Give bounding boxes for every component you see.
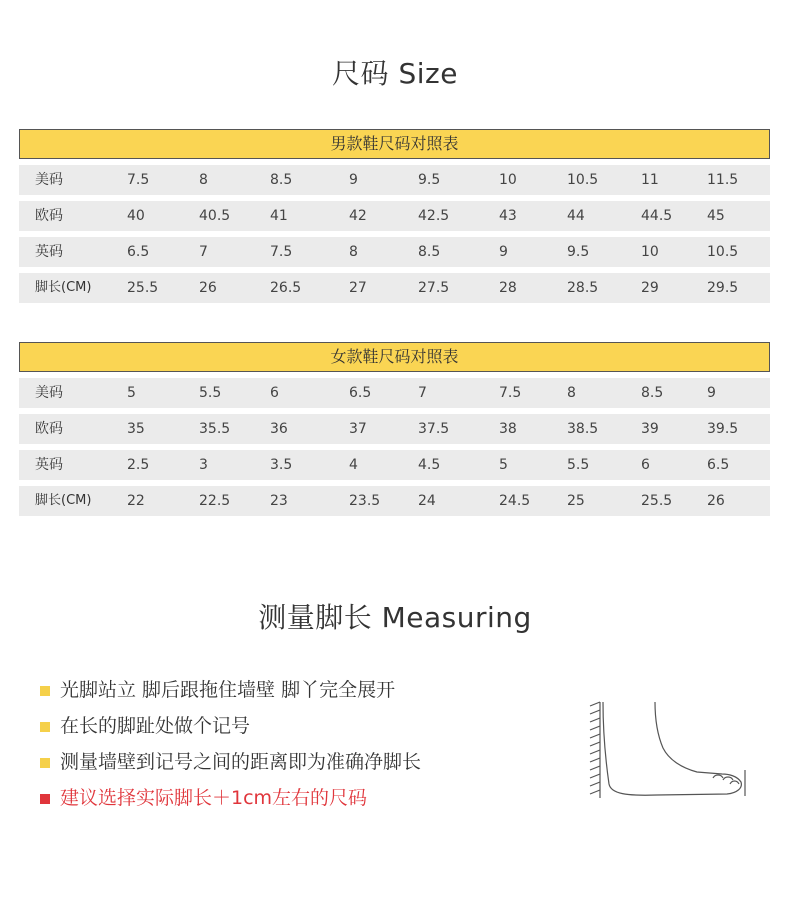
size-cell: 9: [349, 172, 358, 188]
size-cell: 26: [707, 493, 725, 509]
size-cell: 42.5: [418, 208, 450, 224]
women-size-table: [19, 342, 770, 516]
size-cell: 40.5: [199, 208, 231, 224]
size-cell: 5.5: [567, 457, 590, 473]
size-cell: 23.5: [349, 493, 381, 509]
size-cell: 36: [270, 421, 288, 437]
size-cell: 45: [707, 208, 725, 224]
size-cell: 3.5: [270, 457, 293, 473]
row-label: 美码: [35, 172, 63, 188]
size-cell: 7: [418, 385, 427, 401]
measuring-section-title: 测量脚长 Measuring: [258, 601, 532, 634]
size-cell: 6.5: [127, 244, 150, 260]
size-cell: 25.5: [641, 493, 673, 509]
row-label: 英码: [35, 244, 63, 260]
size-cell: 9.5: [418, 172, 441, 188]
size-cell: 10: [641, 244, 659, 260]
size-cell: 27: [349, 280, 367, 296]
size-cell: 29.5: [707, 280, 739, 296]
size-cell: 3: [199, 457, 208, 473]
size-cell: 37: [349, 421, 367, 437]
square-bullet-icon: [40, 794, 50, 804]
size-cell: 5.5: [199, 385, 222, 401]
table-row: [19, 237, 770, 267]
size-cell: 27.5: [418, 280, 450, 296]
foot-outline: [603, 702, 741, 795]
row-label: 英码: [35, 457, 63, 473]
size-cell: 5: [499, 457, 508, 473]
size-cell: 8.5: [641, 385, 664, 401]
size-cell: 8: [349, 244, 358, 260]
size-cell: 22.5: [199, 493, 231, 509]
size-cell: 44.5: [641, 208, 673, 224]
table-row: [19, 414, 770, 444]
row-label: 脚长(CM): [35, 493, 92, 508]
row-label: 欧码: [35, 208, 63, 224]
foot-against-wall-icon: [587, 700, 757, 800]
size-cell: 39: [641, 421, 659, 437]
size-cell: 7.5: [127, 172, 150, 188]
size-cell: 40: [127, 208, 145, 224]
table-row: [19, 165, 770, 195]
table-row: [19, 273, 770, 303]
size-cell: 10: [499, 172, 517, 188]
table-row: [19, 486, 770, 516]
men-table-header: 男款鞋尺码对照表: [19, 129, 770, 159]
size-cell: 9: [499, 244, 508, 260]
size-cell: 37.5: [418, 421, 450, 437]
size-cell: 6.5: [349, 385, 372, 401]
size-cell: 8.5: [418, 244, 441, 260]
row-label: 脚长(CM): [35, 280, 92, 295]
size-cell: 26.5: [270, 280, 302, 296]
size-cell: 29: [641, 280, 659, 296]
size-cell: 42: [349, 208, 367, 224]
table-row: [19, 378, 770, 408]
size-cell: 25: [567, 493, 585, 509]
size-cell: 4.5: [418, 457, 441, 473]
table-row: [19, 201, 770, 231]
size-cell: 6.5: [707, 457, 730, 473]
men-size-table: [19, 129, 770, 303]
size-cell: 26: [199, 280, 217, 296]
size-cell: 11.5: [707, 172, 739, 188]
size-cell: 23: [270, 493, 288, 509]
row-label: 美码: [35, 385, 63, 401]
size-cell: 6: [641, 457, 650, 473]
tip-text: 测量墙壁到记号之间的距离即为准确净脚长: [60, 751, 422, 773]
size-cell: 10.5: [707, 244, 739, 260]
size-cell: 2.5: [127, 457, 150, 473]
size-cell: 24: [418, 493, 436, 509]
size-cell: 39.5: [707, 421, 739, 437]
size-cell: 8.5: [270, 172, 293, 188]
wall-hatching: [590, 702, 600, 794]
size-cell: 6: [270, 385, 279, 401]
size-cell: 28: [499, 280, 517, 296]
size-cell: 5: [127, 385, 136, 401]
size-cell: 9.5: [567, 244, 590, 260]
tip-text: 在长的脚趾处做个记号: [60, 715, 251, 737]
size-cell: 10.5: [567, 172, 599, 188]
square-bullet-icon: [40, 758, 50, 768]
size-cell: 8: [567, 385, 576, 401]
size-cell: 22: [127, 493, 145, 509]
tip-text: 光脚站立 脚后跟拖住墙壁 脚丫完全展开: [60, 679, 396, 701]
row-label: 欧码: [35, 421, 63, 437]
size-cell: 11: [641, 172, 659, 188]
size-cell: 38: [499, 421, 517, 437]
size-cell: 8: [199, 172, 208, 188]
size-cell: 7: [199, 244, 208, 260]
size-cell: 9: [707, 385, 716, 401]
size-cell: 7.5: [499, 385, 522, 401]
size-cell: 4: [349, 457, 358, 473]
table-row: [19, 450, 770, 480]
size-cell: 41: [270, 208, 288, 224]
size-cell: 38.5: [567, 421, 599, 437]
size-cell: 7.5: [270, 244, 293, 260]
square-bullet-icon: [40, 686, 50, 696]
size-cell: 35: [127, 421, 145, 437]
size-cell: 43: [499, 208, 517, 224]
size-cell: 28.5: [567, 280, 599, 296]
size-cell: 24.5: [499, 493, 531, 509]
size-cell: 35.5: [199, 421, 231, 437]
square-bullet-icon: [40, 722, 50, 732]
women-table-header: 女款鞋尺码对照表: [19, 342, 770, 372]
size-cell: 25.5: [127, 280, 159, 296]
size-section-title: 尺码 Size: [332, 57, 458, 90]
size-cell: 44: [567, 208, 585, 224]
tip-text: 建议选择实际脚长＋1cm左右的尺码: [60, 787, 368, 809]
